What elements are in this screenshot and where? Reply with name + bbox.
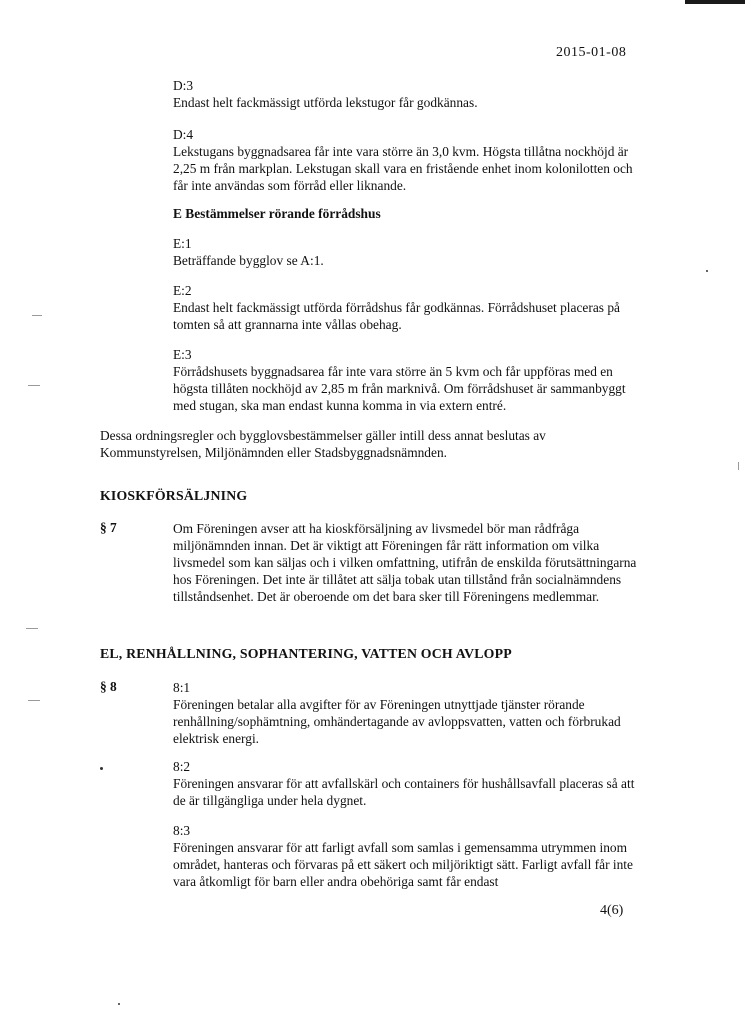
scan-dot xyxy=(100,767,103,770)
clause-text: Beträffande bygglov se A:1. xyxy=(173,253,324,268)
clause-label: E:1 xyxy=(173,236,192,251)
clause-e3 xyxy=(173,346,643,414)
kiosk-paragraph-number: § 7 xyxy=(100,520,117,535)
utilities-section-title: EL, RENHÅLLNING, SOPHANTERING, VATTEN OCH AVLOPP xyxy=(100,646,512,661)
clause-text: Föreningen betalar alla avgifter för av Föreningen utnyttjade tjänster rörande renhållning/sophämtning, omhändertagande av avloppsvatten, vatten och förbrukad elektrisk energi. xyxy=(173,697,621,746)
clause-text: Föreningen ansvarar för att avfallskärl och containers för hushållsavfall placeras så att de är tillgängliga under hela dygnet. xyxy=(173,776,635,808)
clause-label: E:2 xyxy=(173,283,192,298)
kiosk-text: Om Föreningen avser att ha kioskförsäljning av livsmedel bör man rådfråga miljönämnden innan. Det är viktigt att Föreningen får rätt information om vilka livsmedel som kan säljas och i vilken omfattning, utifrån de enskilda förutsättningarna hos Föreningen. Det inte är tillåtet att sälja tobak utan tillstånd från socialnämndens tillståndsenhet. Det är oberoende om det bara sker till Föreningens medlemmar. xyxy=(173,521,637,604)
scan-speck xyxy=(28,385,40,386)
scan-dot xyxy=(118,1003,120,1005)
scan-speck xyxy=(738,462,739,470)
clause-e1 xyxy=(173,235,643,269)
document-date: 2015-01-08 xyxy=(556,45,627,60)
scan-speck xyxy=(26,628,38,629)
clause-text: Endast helt fackmässigt utförda förrådshus får godkännas. Förrådshuset placeras på tomten så att grannarna inte vållas obehag. xyxy=(173,300,620,332)
clause-label: D:4 xyxy=(173,127,194,142)
clause-label: 8:1 xyxy=(173,680,191,695)
clause-text: Lekstugans byggnadsarea får inte vara större än 3,0 kvm. Högsta tillåtna nockhöjd är 2,25 m från markplan. Lekstugan skall vara en fristående enhet inom kolonilotten och får inte användas som förråd eller liknande. xyxy=(173,144,633,193)
clause-8-1 xyxy=(173,679,643,747)
clause-label: E:3 xyxy=(173,347,192,362)
scan-speck xyxy=(28,700,40,701)
kiosk-section-title: KIOSKFÖRSÄLJNING xyxy=(100,488,248,503)
clause-label: 8:3 xyxy=(173,823,191,838)
utilities-paragraph-number: § 8 xyxy=(100,679,117,694)
clause-d4 xyxy=(173,126,643,194)
clause-8-2 xyxy=(173,758,643,809)
clause-text: Förrådshusets byggnadsarea får inte vara större än 5 kvm och får uppföras med en högsta tillåten nockhöjd av 2,85 m från marknivå. Om förrådshuset är sammanbyggt med stugan, ska man endast kunna komma in via extern entré. xyxy=(173,364,626,413)
clause-d3 xyxy=(173,77,643,111)
page-number: 4(6) xyxy=(600,903,624,918)
scan-edge-mark xyxy=(685,0,745,4)
clause-label: D:3 xyxy=(173,78,194,93)
clause-label: 8:2 xyxy=(173,759,191,774)
closing-paragraph: Dessa ordningsregler och bygglovsbestämmelser gäller intill dess annat beslutas av Kommunstyrelsen, Miljönämnden eller Stadsbyggnadsnämnden. xyxy=(100,428,546,460)
scan-dot xyxy=(706,270,708,272)
clause-text: Endast helt fackmässigt utförda lekstugor får godkännas. xyxy=(173,95,478,110)
clause-e2 xyxy=(173,282,643,333)
section-e-heading: E Bestämmelser rörande förrådshus xyxy=(173,206,381,221)
clause-text: Föreningen ansvarar för att farligt avfall som samlas i gemensamma utrymmen inom området, hanteras och förvaras på ett säkert och miljöriktigt sätt. Farligt avfall får inte vara åtkomligt för barn eller andra obehöriga samt får endast xyxy=(173,840,633,889)
scan-speck xyxy=(32,315,42,316)
clause-8-3 xyxy=(173,822,643,890)
